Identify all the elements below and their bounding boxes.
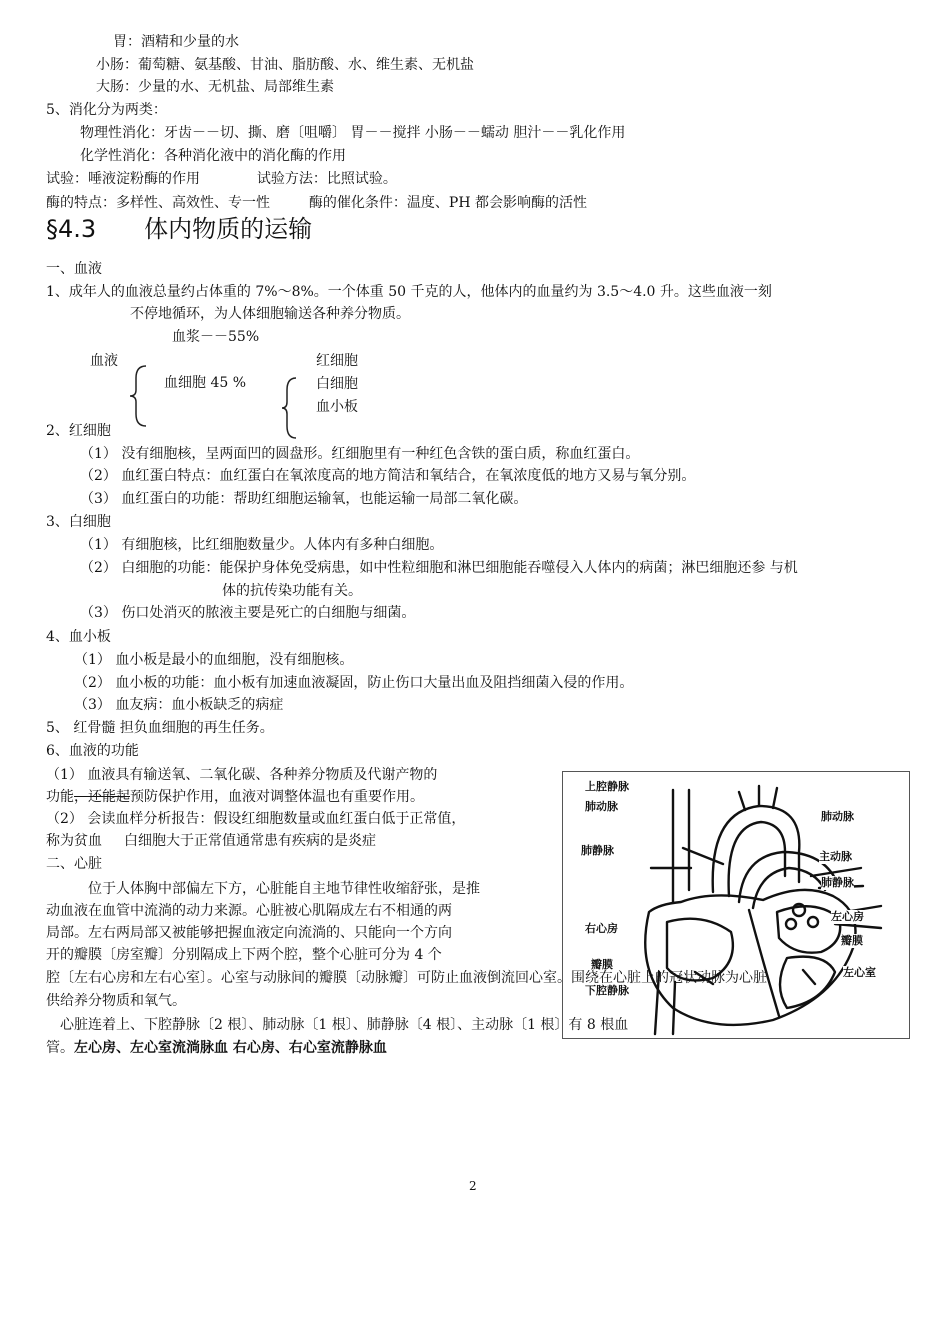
label-left-ventricle: 左心室 <box>843 966 876 979</box>
label-pulmonary-vein-right: 肺静脉 <box>821 876 854 889</box>
heart-diagram <box>562 771 910 1039</box>
rbc-heading: 2、红细胞 <box>46 423 111 439</box>
heart-blood-flow-summary: 左心房、左心室流淌脉血 右心房、右心室流静脉血 <box>74 1040 387 1056</box>
inflammation-text: 白细胞大于正常值通常患有疾病的是炎症 <box>124 833 376 849</box>
blood-item1-line2: 不停地循环，为人体细胞输送各种养分物质。 <box>130 306 410 322</box>
heart-line-6: 供给养分物质和氧气。 <box>46 993 186 1009</box>
rbc-label: 红细胞 <box>316 353 358 369</box>
functions-heading: 6、血液的功能 <box>46 743 139 759</box>
blood-item1-line1: 1、成年人的血液总量约占体重的 7%～8%。一个体重 50 千克的人，他体内的血量约为 3.5～4.0 升。这些血液一刻 <box>46 284 772 300</box>
blood-heading: 一、血液 <box>46 261 102 277</box>
cells-brace <box>280 376 300 440</box>
functions-p1-strike: ，还能起 <box>74 789 130 805</box>
functions-point-1-line2 <box>46 787 424 807</box>
functions-p1-post: 预防保护作用，血液对调整体温也有重要作用。 <box>130 789 424 805</box>
anemia-text: 称为贫血 <box>46 833 102 849</box>
enzyme-line <box>46 193 587 213</box>
blood-cells-label: 血细胞 45 % <box>164 375 247 391</box>
functions-point-2-line2 <box>46 831 376 851</box>
functions-point-2-line1: （2） 会读血样分析报告：假设红细胞数量或血红蛋白低于正常值， <box>46 811 466 827</box>
label-left-atrium: 左心房 <box>831 910 864 923</box>
red-marrow-line: 5、 红骨髓 担负血细胞的再生任务。 <box>46 720 274 736</box>
platelet-point-2: （2） 血小板的功能：血小板有加速血液凝固，防止伤口大量出血及阻挡细菌入侵的作用。 <box>74 675 634 691</box>
heart-line-8 <box>46 1038 387 1058</box>
wbc-point-2-line2: 体的抗传染功能有关。 <box>222 583 362 599</box>
enzyme-conditions: 酶的催化条件：温度、PH 都会影响酶的活性 <box>308 195 587 211</box>
experiment-line <box>46 169 397 189</box>
label-right-atrium: 右心房 <box>585 922 618 935</box>
section-title <box>46 212 312 246</box>
heart-line-2: 动血液在血管中流淌的动力来源。心脏被心肌隔成左右不相通的两 <box>46 903 452 919</box>
platelet-label: 血小板 <box>316 399 358 415</box>
platelet-point-1: （1） 血小板是最小的血细胞，没有细胞核。 <box>74 652 354 668</box>
rbc-point-2: （2） 血红蛋白特点：血红蛋白在氧浓度高的地方简洁和氧结合，在氧浓度低的地方又易与氧分别。 <box>80 468 696 484</box>
digestion-types-heading: 5、消化分为两类： <box>46 102 167 118</box>
rbc-point-1: （1） 没有细胞核，呈两面凹的圆盘形。红细胞里有一种红色含铁的蛋白质，称血红蛋白。 <box>80 446 640 462</box>
functions-p1-pre: 功能 <box>46 789 74 805</box>
stomach-line: 胃：酒精和少量的水 <box>113 34 239 50</box>
label-pulmonary-vein-left: 肺静脉 <box>581 844 614 857</box>
label-pulmonary-artery-right: 肺动脉 <box>821 810 854 823</box>
heart-line-4: 开的瓣膜〔房室瓣〕分别隔成上下两个腔，整个心脏可分为 4 个 <box>46 947 442 963</box>
wbc-point-1: （1） 有细胞核，比红细胞数量少。人体内有多种白细胞。 <box>80 537 444 553</box>
chemical-digestion: 化学性消化：各种消化液中的消化酶的作用 <box>80 148 346 164</box>
label-superior-vena-cava: 上腔静脉 <box>585 780 629 793</box>
wbc-heading: 3、白细胞 <box>46 514 111 530</box>
plasma-label: 血浆－－55% <box>172 329 260 345</box>
platelet-point-3: （3） 血友病：血小板缺乏的病症 <box>74 697 284 713</box>
label-inferior-vena-cava: 下腔静脉 <box>585 984 629 997</box>
enzyme-features: 酶的特点：多样性、高效性、专一性 <box>46 195 270 211</box>
blood-brace <box>128 364 150 428</box>
rbc-point-3: （3） 血红蛋白的功能：帮助红细胞运输氧，也能运输一局部二氧化碳。 <box>80 491 528 507</box>
platelet-heading: 4、血小板 <box>46 629 111 645</box>
heart-line-8-pre: 管。 <box>46 1040 74 1056</box>
physical-digestion: 物理性消化：牙齿－－切、撕、磨〔咀嚼〕 胃－－搅拌 小肠－－蠕动 胆汁－－乳化作用 <box>80 125 626 141</box>
heart-line-1: 位于人体胸中部偏左下方，心脏能自主地节律性收缩舒张，是推 <box>88 881 480 897</box>
section-title-text: 体内物质的运输 <box>144 215 313 243</box>
blood-label: 血液 <box>90 353 118 369</box>
experiment-text: 试验：唾液淀粉酶的作用 <box>46 171 200 187</box>
section-number: §4.3 <box>46 215 97 243</box>
heart-line-7: 心脏连着上、下腔静脉〔2 根〕、肺动脉〔1 根〕、肺静脉〔4 根〕、主动脉〔1 根〕有 8 根血 <box>60 1017 629 1033</box>
label-aorta: 主动脉 <box>819 850 852 863</box>
experiment-method: 试验方法：比照试验。 <box>256 171 397 187</box>
heart-heading: 二、心脏 <box>46 856 102 872</box>
heart-line-5: 腔〔左右心房和左右心室〕。心室与动脉间的瓣膜〔动脉瓣〕可防止血液倒流回心室。围绕在心脏上的冠状动脉为心脏 <box>46 970 767 986</box>
label-valve-left: 瓣膜 <box>591 958 613 971</box>
heart-line-3: 局部。左右两局部又被能够把握血液定向流淌的、只能向一个方向 <box>46 925 452 941</box>
label-valve-right: 瓣膜 <box>841 934 863 947</box>
label-pulmonary-artery-left: 肺动脉 <box>585 800 618 813</box>
wbc-label: 白细胞 <box>316 376 358 392</box>
large-intestine-line: 大肠：少量的水、无机盐、局部维生素 <box>96 79 334 95</box>
small-intestine-line: 小肠：葡萄糖、氨基酸、甘油、脂肪酸、水、维生素、无机盐 <box>96 57 474 73</box>
functions-point-1-line1: （1） 血液具有输送氧、二氧化碳、各种养分物质及代谢产物的 <box>46 767 438 783</box>
wbc-point-2-line1: （2） 白细胞的功能：能保护身体免受病患，如中性粒细胞和淋巴细胞能吞噬侵入人体内的病菌；淋巴细胞还参 与机 <box>80 560 798 576</box>
wbc-point-3: （3） 伤口处消灭的脓液主要是死亡的白细胞与细菌。 <box>80 605 416 621</box>
page-number: 2 <box>469 1179 477 1193</box>
